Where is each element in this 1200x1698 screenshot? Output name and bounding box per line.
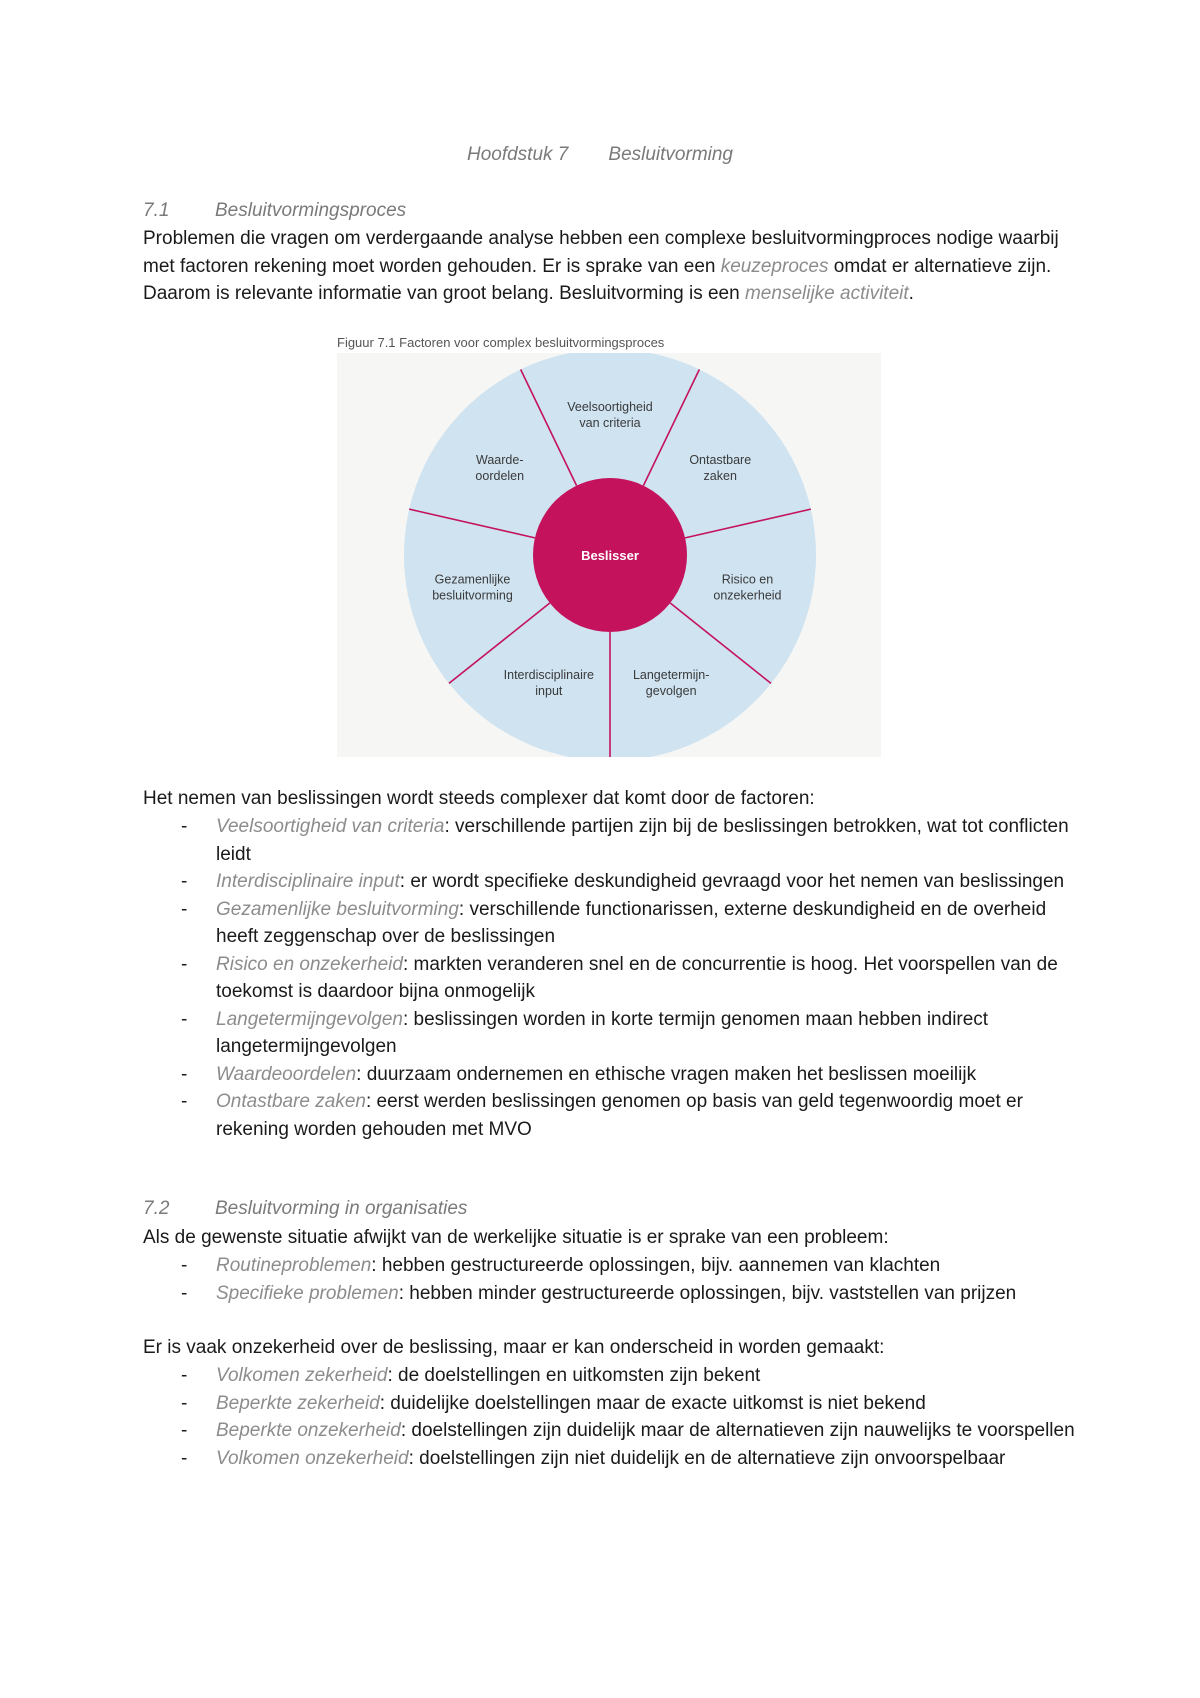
- segment-label-line: input: [535, 684, 563, 699]
- list-item: [143, 951, 1078, 1006]
- figure-caption: Figuur 7.1 Factoren voor complex besluitvormingsproces: [337, 335, 665, 350]
- list-text: : de doelstellingen en uitkomsten zijn bekent: [387, 1365, 761, 1386]
- list-term: Ontastbare zaken: [216, 1091, 366, 1112]
- list-item: [143, 868, 1078, 896]
- decision-factors-figure: [337, 353, 881, 757]
- section-number: 7.2: [143, 1198, 170, 1219]
- segment-label-line: Gezamenlijke: [434, 572, 511, 587]
- chapter-heading: [0, 144, 1200, 166]
- list-item: [143, 1252, 1078, 1280]
- list-marker: -: [181, 1091, 188, 1112]
- section-2-intro: Als de gewenste situatie afwijkt van de werkelijke situatie is er sprake van een probleem:: [143, 1227, 889, 1248]
- list-item: [143, 1417, 1078, 1445]
- chapter-title: Besluitvorming: [608, 144, 733, 165]
- list-term: Beperkte onzekerheid: [216, 1420, 401, 1441]
- section-number: 7.1: [143, 200, 170, 221]
- segment-label-line: Waarde-: [476, 453, 524, 468]
- list-term: Gezamenlijke besluitvorming: [216, 898, 459, 920]
- list-text: : beslissingen worden in korte termijn genomen maan hebben indirect langetermijngevolgen: [216, 1008, 989, 1057]
- list-term: Volkomen onzekerheid: [216, 1447, 409, 1469]
- list-item: [143, 896, 1078, 951]
- list-marker: -: [181, 898, 188, 920]
- section-heading-7-1: [143, 200, 406, 222]
- list-marker: -: [181, 1447, 188, 1469]
- list-text: : verschillende functionarissen, externe deskundigheid en de overheid heeft zeggenschap over de beslissingen: [216, 898, 1047, 947]
- list-term: Waardeoordelen: [216, 1063, 357, 1085]
- list-item: [143, 1006, 1078, 1061]
- list-text: : doelstellingen zijn duidelijk maar de alternatieven zijn nauwelijks te voorspellen: [400, 1420, 1075, 1441]
- section-title: Besluitvorming in organisaties: [215, 1198, 468, 1219]
- list-marker: -: [181, 1008, 188, 1030]
- chapter-number: Hoofdstuk 7: [466, 144, 569, 165]
- segment-label-line: Risico en: [721, 572, 774, 587]
- intro-text: .: [908, 283, 914, 304]
- list-text: : doelstellingen zijn niet duidelijk en de alternatieve zijn onvoorspelbaar: [408, 1447, 1006, 1469]
- factors-list: [143, 813, 1078, 1143]
- segment-label-line: Langetermijn-: [632, 668, 710, 683]
- segment-label-line: Ontastbare: [689, 453, 752, 468]
- segment-label-line: besluitvorming: [432, 588, 513, 603]
- list-text: : verschillende partijen zijn bij de beslissingen betrokken, wat tot conflicten leidt: [216, 816, 1069, 865]
- section-title: Besluitvormingsproces: [215, 200, 407, 221]
- center-label: Beslisser: [581, 548, 639, 563]
- list-term: Veelsoortigheid van criteria: [216, 816, 445, 837]
- list-marker: -: [181, 953, 188, 975]
- list-item: [143, 1088, 1078, 1143]
- list-marker: -: [181, 1255, 188, 1276]
- list-term: Langetermijngevolgen: [216, 1008, 403, 1030]
- list-marker: -: [181, 1063, 188, 1085]
- list-marker: -: [181, 1420, 188, 1441]
- decision-factors-diagram: [337, 353, 881, 757]
- intro-term: menselijke activiteit: [744, 283, 909, 304]
- segment-label-line: onzekerheid: [713, 588, 782, 603]
- list-text: : hebben gestructureerde oplossingen, bijv. aannemen van klachten: [371, 1255, 941, 1276]
- intro-text: omdat er alternatieve zijn. Daarom is relevante informatie van groot belang. Besluitvorming is een: [143, 255, 1052, 304]
- list-marker: -: [181, 871, 188, 892]
- section-2-intro-2: Er is vaak onzekerheid over de beslissing, maar er kan onderscheid in worden gemaakt:: [143, 1337, 885, 1358]
- list-term: Volkomen zekerheid: [216, 1365, 388, 1386]
- section-heading-7-2: [143, 1198, 467, 1220]
- list-item: [143, 1362, 1078, 1390]
- segment-label-line: gevolgen: [645, 684, 697, 699]
- list-term: Interdisciplinaire input: [216, 871, 400, 892]
- list-item: [143, 1390, 1078, 1418]
- list-term: Risico en onzekerheid: [216, 953, 403, 975]
- segment-label-line: van criteria: [579, 416, 641, 430]
- list-item: [143, 1280, 1078, 1308]
- list-marker: -: [181, 816, 188, 837]
- problems-list: [143, 1252, 1078, 1307]
- list-item: [143, 1061, 1078, 1089]
- intro-term: keuzeproces: [720, 255, 829, 277]
- list-text: : markten veranderen snel en de concurrentie is hoog. Het voorspellen van de toekomst is daardoor bijna onmogelijk: [216, 953, 1058, 1002]
- intro-text: Problemen die vragen om verdergaande analyse hebben een complexe besluitvormingproces nodige waarbij met factoren rekening moet worden gehouden. Er is sprake van een: [143, 228, 1059, 277]
- list-term: Beperkte zekerheid: [216, 1392, 380, 1414]
- list-text: : er wordt specifieke deskundigheid gevraagd voor het nemen van beslissingen: [399, 871, 1065, 892]
- list-term: Routineproblemen: [216, 1255, 372, 1276]
- list-marker: -: [181, 1282, 188, 1304]
- list-marker: -: [181, 1392, 188, 1414]
- list-term: Specifieke problemen: [216, 1282, 399, 1304]
- factors-intro: Het nemen van beslissingen wordt steeds complexer dat komt door de factoren:: [143, 788, 815, 809]
- list-text: : hebben minder gestructureerde oplossingen, bijv. vaststellen van prijzen: [398, 1282, 1017, 1304]
- segment-label-line: Interdisciplinaire: [503, 668, 594, 683]
- segment-label-line: oordelen: [475, 469, 525, 484]
- list-text: : eerst werden beslissingen genomen op basis van geld tegenwoordig moet er rekening worden gehouden met MVO: [216, 1091, 1023, 1140]
- list-item: [143, 813, 1078, 868]
- list-text: : duurzaam ondernemen en ethische vragen maken het beslissen moeilijk: [356, 1063, 977, 1085]
- certainty-list: [143, 1362, 1078, 1472]
- list-text: : duidelijke doelstellingen maar de exacte uitkomst is niet bekend: [379, 1392, 926, 1414]
- section-1-intro: [143, 225, 1078, 308]
- list-item: [143, 1445, 1078, 1473]
- segment-label-line: Veelsoortigheid: [567, 400, 653, 414]
- segment-label-line: zaken: [703, 469, 737, 484]
- list-marker: -: [181, 1365, 188, 1386]
